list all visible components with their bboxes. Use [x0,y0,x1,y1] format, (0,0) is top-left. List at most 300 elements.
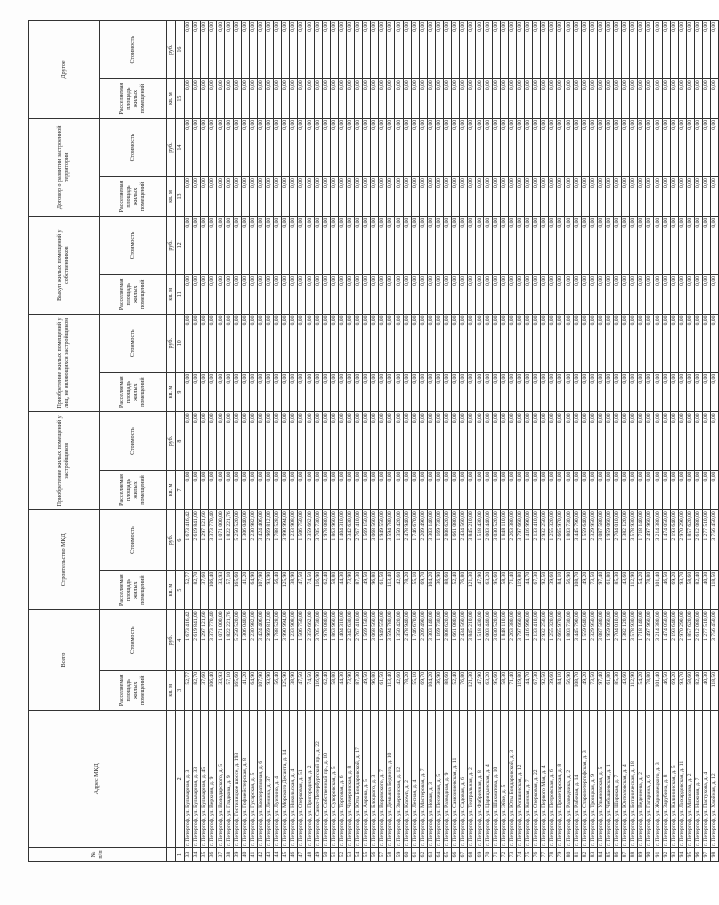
row-other-area: 0,00 [338,275,346,315]
row-other-cost: 0,00 [605,216,613,274]
row-other-area: 0,00 [460,275,468,315]
row-construction-area: 61,80 [605,570,613,610]
row-other-area: 0,00 [630,79,638,119]
row-other-area: 0,00 [508,79,516,119]
row-other-area: 0,00 [605,372,613,412]
row-number: 73 [508,848,516,862]
row-total-cost: 3 030 520,00 [492,610,500,671]
row-other-cost: 0,00 [500,412,508,470]
row-other-area: 0,00 [395,275,403,315]
row-other-cost: 0,00 [298,21,306,79]
row-total-area: 73,50 [589,671,597,711]
row-other-cost: 0,00 [654,118,662,176]
row-construction-area: 47,50 [298,570,306,610]
row-other-area: 0,00 [346,79,354,119]
row-other-cost: 0,00 [557,412,565,470]
table-row [379,21,387,862]
row-number: 70 [484,848,492,862]
row-other-area: 0,00 [541,372,549,412]
row-other-cost: 0,00 [686,118,694,176]
row-other-area: 0,00 [241,372,249,412]
row-other-area: 0,00 [346,470,354,510]
row-other-area: 0,00 [605,470,613,510]
row-other-area: 0,00 [476,372,484,412]
row-total-area: 104,20 [427,671,435,711]
header-unit-area: кв. м [167,275,176,315]
row-other-area: 0,00 [694,275,702,315]
row-other-cost: 0,00 [711,21,719,79]
row-other-cost: 0,00 [290,412,298,470]
table-row [338,21,346,862]
row-total-area: 71,40 [508,671,516,711]
row-other-cost: 0,00 [209,21,217,79]
row-address: г. Петергоф, ул. Пастухова, д. 4 [703,710,711,847]
table-row [565,21,573,862]
table-row [476,21,484,862]
row-other-cost: 0,00 [387,412,395,470]
row-other-cost: 0,00 [233,314,241,372]
row-other-cost: 0,00 [678,314,686,372]
row-construction-area: 76,80 [460,570,468,610]
row-other-area: 0,00 [241,177,249,217]
row-total-cost: 1 416 990,00 [524,610,532,671]
row-other-area: 0,00 [613,177,621,217]
row-other-area: 0,00 [541,470,549,510]
row-construction-area: 43,60 [622,570,630,610]
row-other-area: 0,00 [565,470,573,510]
row-other-area: 0,00 [613,372,621,412]
row-other-cost: 0,00 [452,412,460,470]
row-total-area: 49,50 [363,671,371,711]
row-number: 51 [330,848,338,862]
row-other-cost: 0,00 [193,21,201,79]
row-other-cost: 0,00 [435,314,443,372]
row-other-area: 0,00 [249,177,257,217]
row-other-cost: 0,00 [460,21,468,79]
row-other-cost: 0,00 [581,314,589,372]
row-other-cost: 0,00 [322,118,330,176]
row-address: г. Петергоф, ул. Никольская, д. 4 [290,710,298,847]
row-other-area: 0,00 [670,470,678,510]
row-construction-area: 73,50 [589,570,597,610]
row-other-area: 0,00 [265,275,273,315]
row-other-cost: 0,00 [395,118,403,176]
row-other-area: 0,00 [338,372,346,412]
row-other-area: 0,00 [354,275,362,315]
row-other-cost: 0,00 [282,118,290,176]
row-total-cost: 2 434 560,00 [460,610,468,671]
row-other-area: 0,00 [476,177,484,217]
row-other-cost: 0,00 [330,216,338,274]
row-other-cost: 0,00 [516,21,524,79]
row-other-cost: 0,00 [225,412,233,470]
header-column-number: 1 [176,848,185,862]
row-other-cost: 0,00 [670,412,678,470]
row-other-area: 0,00 [581,275,589,315]
row-other-area: 0,00 [524,79,532,119]
row-number: 44 [274,848,282,862]
row-other-cost: 0,00 [670,216,678,274]
row-other-cost: 0,00 [613,21,621,79]
row-other-cost: 0,00 [444,216,452,274]
row-other-cost: 0,00 [363,21,371,79]
row-other-area: 0,00 [274,275,282,315]
row-other-cost: 0,00 [646,412,654,470]
row-construction-area: 96,80 [371,570,379,610]
row-other-cost: 0,00 [508,412,516,470]
row-construction-cost: 2 230 982,00 [249,510,257,571]
row-other-cost: 0,00 [419,21,427,79]
row-total-area: 107,90 [257,671,265,711]
table-row [322,21,330,862]
row-other-cost: 0,00 [411,314,419,372]
row-total-area: 106,40 [209,671,217,711]
row-address: г. Петергоф, ул. Озерковая, д. 51 [298,710,306,847]
row-other-cost: 0,00 [298,314,306,372]
row-address: г. Петергоф, ул. Known, д. 2 [403,710,411,847]
row-other-cost: 0,00 [500,118,508,176]
row-other-area: 0,00 [233,470,241,510]
row-other-cost: 0,00 [444,314,452,372]
row-number: 59 [395,848,403,862]
row-other-area: 0,00 [597,275,605,315]
row-construction-area: 49,50 [363,570,371,610]
row-other-area: 0,00 [290,372,298,412]
row-other-cost: 0,00 [662,21,670,79]
row-total-cost: 1 673 416,42 [185,610,193,671]
row-number: 77 [541,848,549,862]
row-other-area: 0,00 [217,177,225,217]
row-other-cost: 0,00 [524,314,532,372]
row-construction-area: 39,60 [549,570,557,610]
row-other-area: 0,00 [363,372,371,412]
row-address: г. Петергоф, ул. Рабочая, д. 14 [573,710,581,847]
row-other-cost: 0,00 [185,118,193,176]
row-address: г. Петергоф, ул. Бульварная, д. 3 [185,710,193,847]
row-other-area: 0,00 [452,177,460,217]
table-row [201,21,209,862]
row-other-area: 0,00 [597,372,605,412]
row-address: г. Петергоф, ул. Первого Мая, д. 4 [541,710,549,847]
row-other-area: 0,00 [597,177,605,217]
row-number: 34 [193,848,201,862]
header-unit-area: кв. м [167,79,176,119]
table-row [703,21,711,862]
row-total-cost: 2 193 640,00 [670,610,678,671]
row-total-cost: 3 373 770,40 [209,610,217,671]
row-other-area: 0,00 [387,177,395,217]
table-row [185,21,193,862]
row-address: г. Петергоф, ул. Широкая, д. 7 [613,710,621,847]
row-construction-area: 73,90 [346,570,354,610]
row-other-area: 0,00 [298,177,306,217]
row-other-cost: 0,00 [678,216,686,274]
row-construction-cost: 3 424 406,00 [257,510,265,571]
row-address: г. Петергоф, ул. Юты Бондаровской, д. 17 [354,710,362,847]
row-other-area: 0,00 [703,79,711,119]
row-address: г. Петергоф, ул. Юты Бондаровской, д. 3 [508,710,516,847]
row-other-cost: 0,00 [678,412,686,470]
header-column-number: 7 [176,470,185,510]
row-other-area: 0,00 [678,372,686,412]
header-unit-area: кв. м [167,470,176,510]
table-row [468,21,476,862]
row-other-cost: 0,00 [533,118,541,176]
row-construction-area: 101,40 [654,570,662,610]
table-row [581,21,589,862]
row-other-cost: 0,00 [492,216,500,274]
row-construction-area: 55,10 [411,570,419,610]
row-other-area: 0,00 [427,177,435,217]
row-other-area: 0,00 [282,275,290,315]
row-number: 47 [298,848,306,862]
row-other-cost: 0,00 [686,216,694,274]
row-other-area: 0,00 [468,177,476,217]
row-construction-cost: 2 329 950,00 [589,510,597,571]
row-number: 46 [290,848,298,862]
row-other-cost: 0,00 [460,314,468,372]
table-row [670,21,678,862]
row-total-area: 57,10 [225,671,233,711]
row-number: 92 [662,848,670,862]
row-other-area: 0,00 [581,79,589,119]
row-other-area: 0,00 [201,79,209,119]
row-construction-area: 85,30 [613,570,621,610]
row-other-cost: 0,00 [306,21,314,79]
row-other-cost: 0,00 [257,216,265,274]
row-construction-area: 52,77 [185,570,193,610]
row-other-cost: 0,00 [387,118,395,176]
row-other-cost: 0,00 [654,216,662,274]
row-construction-area: 118,50 [711,570,719,610]
row-other-area: 0,00 [363,470,371,510]
row-other-cost: 0,00 [314,216,322,274]
row-other-cost: 0,00 [622,21,630,79]
row-other-area: 0,00 [516,470,524,510]
row-other-cost: 0,00 [703,314,711,372]
row-number: 80 [565,848,573,862]
row-number: 75 [524,848,532,862]
row-total-cost: 1 949 550,00 [379,610,387,671]
header-column-number: 10 [176,314,185,372]
row-other-area: 0,00 [363,177,371,217]
row-other-area: 0,00 [193,177,201,217]
row-other-cost: 0,00 [193,314,201,372]
header-cost: Стоимость [100,118,167,176]
row-number: 48 [306,848,314,862]
row-other-area: 0,00 [444,275,452,315]
row-total-cost: 1 863 960,00 [330,610,338,671]
row-total-cost: 1 569 150,00 [363,610,371,671]
row-other-cost: 0,00 [217,118,225,176]
row-other-cost: 0,00 [379,118,387,176]
row-total-cost: 1 518 430,00 [476,610,484,671]
row-other-area: 0,00 [354,177,362,217]
row-other-cost: 0,00 [565,21,573,79]
row-construction-cost: 1 788 528,00 [274,510,282,571]
row-other-cost: 0,00 [597,118,605,176]
row-other-cost: 0,00 [403,412,411,470]
row-total-area: 61,80 [605,671,613,711]
row-other-area: 0,00 [654,470,662,510]
row-other-cost: 0,00 [249,314,257,372]
table-row [524,21,532,862]
row-other-area: 0,00 [314,470,322,510]
row-other-cost: 0,00 [257,314,265,372]
row-other-cost: 0,00 [468,412,476,470]
row-other-area: 0,00 [363,79,371,119]
row-other-area: 0,00 [573,79,581,119]
row-address: г. Петергоф, ул. Воровского, д. 7 [379,710,387,847]
row-construction-area: 56,90 [565,570,573,610]
row-other-area: 0,00 [670,177,678,217]
row-other-cost: 0,00 [444,412,452,470]
row-other-cost: 0,00 [694,21,702,79]
row-number: 96 [694,848,702,862]
row-other-cost: 0,00 [419,118,427,176]
row-other-area: 0,00 [322,177,330,217]
row-other-cost: 0,00 [435,216,443,274]
row-other-area: 0,00 [533,177,541,217]
row-total-cost: 1 848 110,00 [500,610,508,671]
row-other-area: 0,00 [371,177,379,217]
row-other-cost: 0,00 [452,118,460,176]
row-total-cost: 3 797 660,00 [516,610,524,671]
row-total-area: 58,30 [500,671,508,711]
row-construction-cost: 5 250 520,00 [233,510,241,571]
row-other-area: 0,00 [662,79,670,119]
row-address: г. Петергоф, ул. Собственный пр., д. 10 [322,710,330,847]
row-other-cost: 0,00 [573,21,581,79]
row-other-area: 0,00 [411,470,419,510]
row-total-area: 55,10 [411,671,419,711]
row-other-cost: 0,00 [476,118,484,176]
row-other-cost: 0,00 [638,314,646,372]
row-other-cost: 0,00 [597,314,605,372]
row-other-cost: 0,00 [290,118,298,176]
row-address: г. Петергоф, ул. Калининская, д. 5 [670,710,678,847]
row-other-cost: 0,00 [217,216,225,274]
row-other-cost: 0,00 [581,412,589,470]
row-other-cost: 0,00 [670,118,678,176]
row-other-cost: 0,00 [703,118,711,176]
row-other-cost: 0,00 [686,21,694,79]
header-area: Расселяемая площадь жилых помещений [100,671,167,711]
row-other-cost: 0,00 [581,118,589,176]
row-other-area: 0,00 [193,79,201,119]
row-total-cost: 2 704 010,00 [613,610,621,671]
row-other-cost: 0,00 [265,412,273,470]
row-address: г. Петергоф, ул. Лихардовская, д. 11 [678,710,686,847]
header-area: Расселяемая площадь жилых помещений [100,177,167,217]
row-other-cost: 0,00 [274,314,282,372]
row-other-area: 0,00 [371,470,379,510]
header-group: Приобретение жилых помещений у застройщиков [29,412,100,510]
row-construction-area: 78,20 [403,570,411,610]
row-number: 43 [265,848,273,862]
row-other-area: 0,00 [622,275,630,315]
row-other-area: 0,00 [500,275,508,315]
row-construction-area: 108,70 [573,570,581,610]
row-other-area: 0,00 [630,372,638,412]
row-other-area: 0,00 [589,79,597,119]
row-other-cost: 0,00 [209,118,217,176]
header-unit-cost: руб. [167,216,176,274]
row-other-area: 0,00 [419,177,427,217]
table-row [654,21,662,862]
row-other-cost: 0,00 [468,21,476,79]
row-other-area: 0,00 [419,470,427,510]
row-construction-cost: 1 071 000,00 [217,510,225,571]
row-other-area: 0,00 [330,79,338,119]
row-construction-cost: 1 978 080,00 [322,510,330,571]
row-total-area: 47,90 [476,671,484,711]
row-other-area: 0,00 [638,372,646,412]
row-construction-area: 44,30 [338,570,346,610]
row-construction-area: 38,90 [290,570,298,610]
row-other-area: 0,00 [330,372,338,412]
row-other-area: 0,00 [662,275,670,315]
row-construction-cost: 2 970 290,00 [678,510,686,571]
row-total-area: 78,20 [403,671,411,711]
row-other-area: 0,00 [492,177,500,217]
row-total-cost: 3 068 560,00 [371,610,379,671]
row-other-cost: 0,00 [549,118,557,176]
table-row [573,21,581,862]
row-total-area: 41,20 [241,671,249,711]
row-other-area: 0,00 [185,275,193,315]
row-other-area: 0,00 [476,79,484,119]
row-total-area: 52,40 [452,671,460,711]
row-other-area: 0,00 [694,79,702,119]
row-other-area: 0,00 [694,177,702,217]
row-other-area: 0,00 [581,177,589,217]
row-other-cost: 0,00 [233,412,241,470]
row-other-cost: 0,00 [476,216,484,274]
row-construction-area: 113,40 [387,570,395,610]
table-row [435,21,443,862]
row-other-cost: 0,00 [541,21,549,79]
row-construction-area: 41,20 [241,570,249,610]
row-other-cost: 0,00 [185,314,193,372]
row-other-area: 0,00 [314,177,322,217]
row-other-cost: 0,00 [524,412,532,470]
row-other-cost: 0,00 [322,314,330,372]
table-row [500,21,508,862]
row-other-cost: 0,00 [217,314,225,372]
row-other-cost: 0,00 [460,118,468,176]
row-other-cost: 0,00 [444,118,452,176]
row-other-area: 0,00 [379,79,387,119]
row-other-area: 0,00 [274,470,282,510]
row-other-cost: 0,00 [346,118,354,176]
header-column-number: 15 [176,79,185,119]
row-other-cost: 0,00 [630,412,638,470]
row-construction-cost: 2 003 440,00 [484,510,492,571]
row-construction-cost: 2 704 010,00 [613,510,621,571]
row-other-area: 0,00 [233,275,241,315]
row-other-area: 0,00 [460,470,468,510]
row-address: г. Петергоф, ул. Аврова, д. 5 [363,710,371,847]
row-other-area: 0,00 [201,372,209,412]
row-other-area: 0,00 [573,470,581,510]
row-other-cost: 0,00 [533,216,541,274]
row-other-area: 0,00 [435,470,443,510]
row-total-cost: 1 803 730,00 [565,610,573,671]
row-other-cost: 0,00 [282,412,290,470]
table-row [274,21,282,862]
row-other-area: 0,00 [662,372,670,412]
